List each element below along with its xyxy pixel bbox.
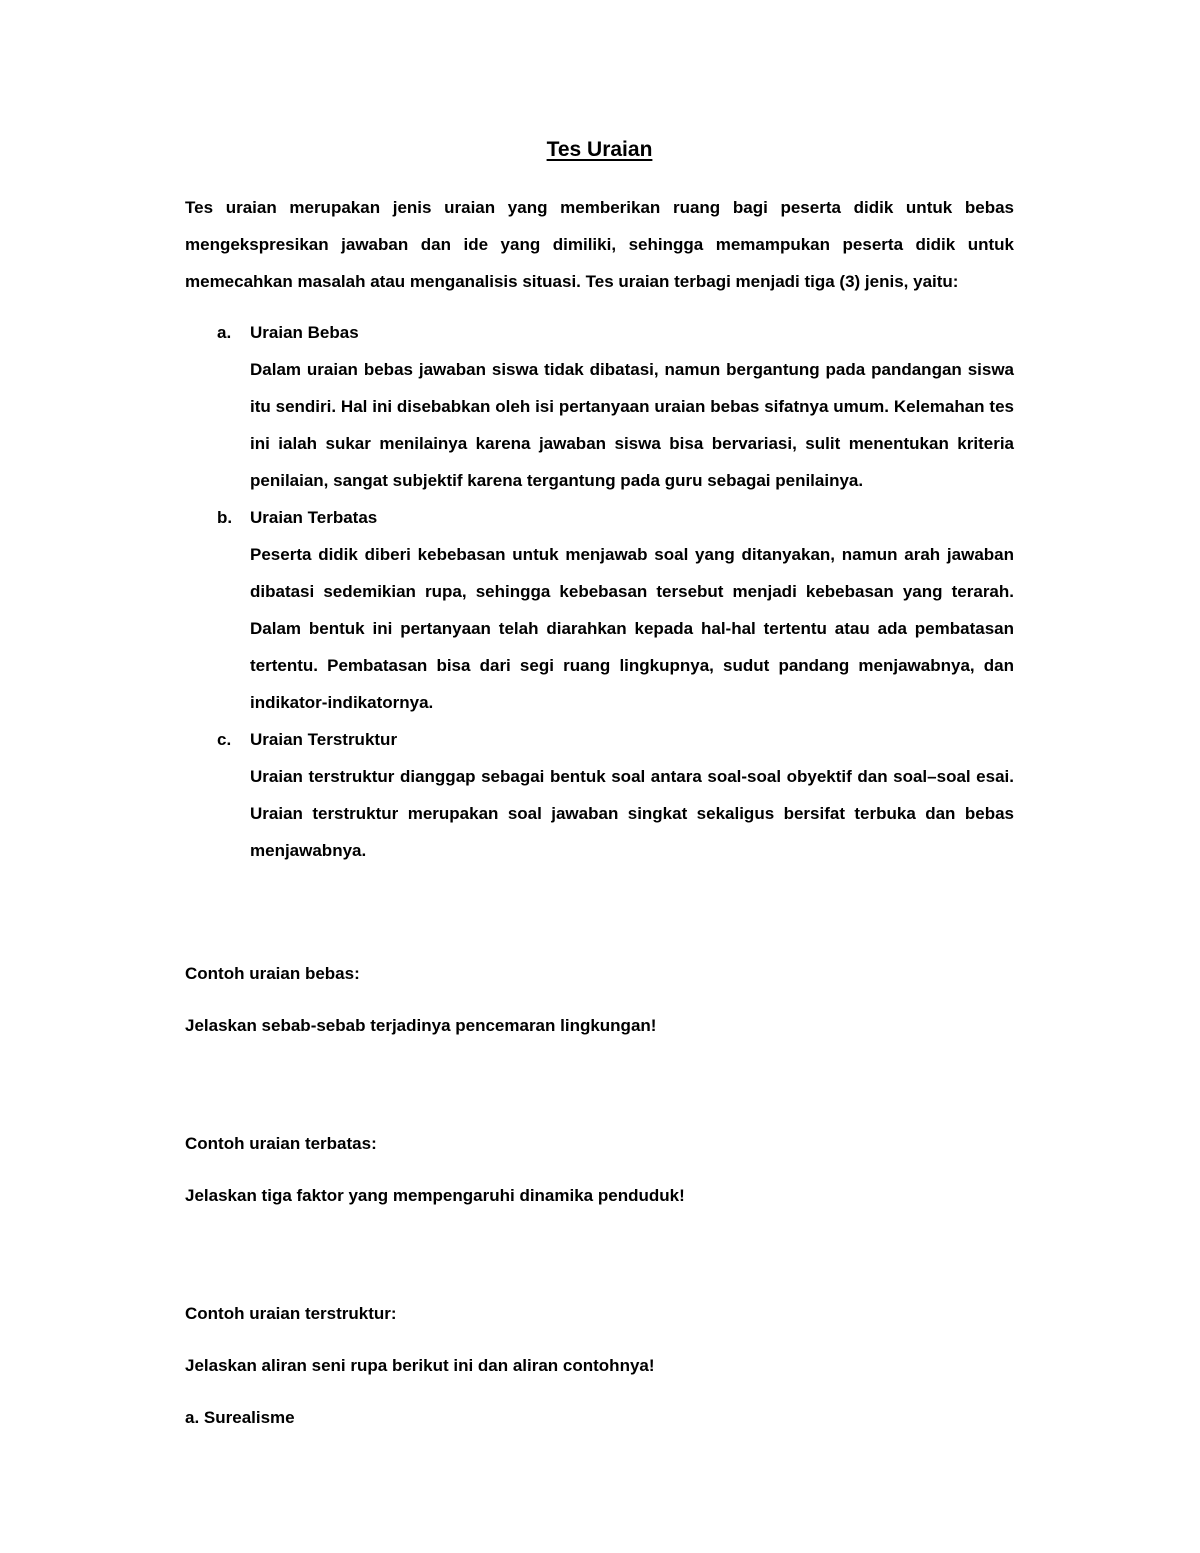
list-item-heading: Uraian Terstruktur bbox=[250, 730, 398, 749]
list-item-text: Dalam uraian bebas jawaban siswa tidak dibatasi, namun bergantung pada pandangan siswa itu sendiri. Hal ini disebabkan oleh isi pertanyaan uraian bebas sifatnya umum. Kelemahan tes ini ialah sukar menilainya karena jawaban siswa bisa bervariasi, sulit menentukan kriteria penilaian, sangat subjektif karena tergantung pada guru sebagai penilainya. bbox=[250, 360, 1014, 490]
list-item bbox=[185, 314, 1014, 499]
example-terstruktur-label: Contoh uraian terstruktur: bbox=[185, 1304, 397, 1323]
list-item-heading: Uraian Bebas bbox=[250, 323, 359, 342]
example-terstruktur-question: Jelaskan aliran seni rupa berikut ini dan aliran contohnya! bbox=[185, 1356, 655, 1375]
page-title: Tes Uraian bbox=[546, 138, 653, 161]
list-item bbox=[185, 721, 1014, 869]
example-terbatas-label: Contoh uraian terbatas: bbox=[185, 1134, 377, 1153]
list-item-text: Uraian terstruktur dianggap sebagai bentuk soal antara soal-soal obyektif dan soal–soal esai. Uraian terstruktur merupakan soal jawaban singkat sekaligus bersifat terbuka dan bebas menjawabnya. bbox=[250, 767, 1014, 860]
list-item-text: Peserta didik diberi kebebasan untuk menjawab soal yang ditanyakan, namun arah jawaban dibatasi sedemikian rupa, sehingga kebebasan tersebut menjadi kebebasan yang terarah. Dalam bentuk ini pertanyaan telah diarahkan kepada hal-hal tertentu atau ada pembatasan tertentu. Pembatasan bisa dari segi ruang lingkupnya, sudut pandang menjawabnya, dan indikator-indikatornya. bbox=[250, 545, 1014, 712]
list-item-heading: Uraian Terbatas bbox=[250, 508, 378, 527]
list-marker: c. bbox=[217, 730, 232, 749]
list-item bbox=[185, 499, 1014, 721]
list-marker: b. bbox=[217, 508, 233, 527]
example-terstruktur-subitem: a. Surealisme bbox=[185, 1408, 295, 1427]
document-body bbox=[185, 134, 1014, 1436]
example-bebas-question: Jelaskan sebab-sebab terjadinya pencemaran lingkungan! bbox=[185, 1016, 657, 1035]
intro-paragraph: Tes uraian merupakan jenis uraian yang memberikan ruang bagi peserta didik untuk bebas mengekspresikan jawaban dan ide yang dimiliki, sehingga memampukan peserta didik untuk memecahkan masalah atau menganalisis situasi. Tes uraian terbagi menjadi tiga (3) jenis, yaitu: bbox=[185, 198, 1014, 291]
example-terbatas-question: Jelaskan tiga faktor yang mempengaruhi dinamika penduduk! bbox=[185, 1186, 685, 1205]
types-list bbox=[185, 314, 1014, 869]
list-marker: a. bbox=[217, 323, 232, 342]
example-bebas-label: Contoh uraian bebas: bbox=[185, 964, 360, 983]
